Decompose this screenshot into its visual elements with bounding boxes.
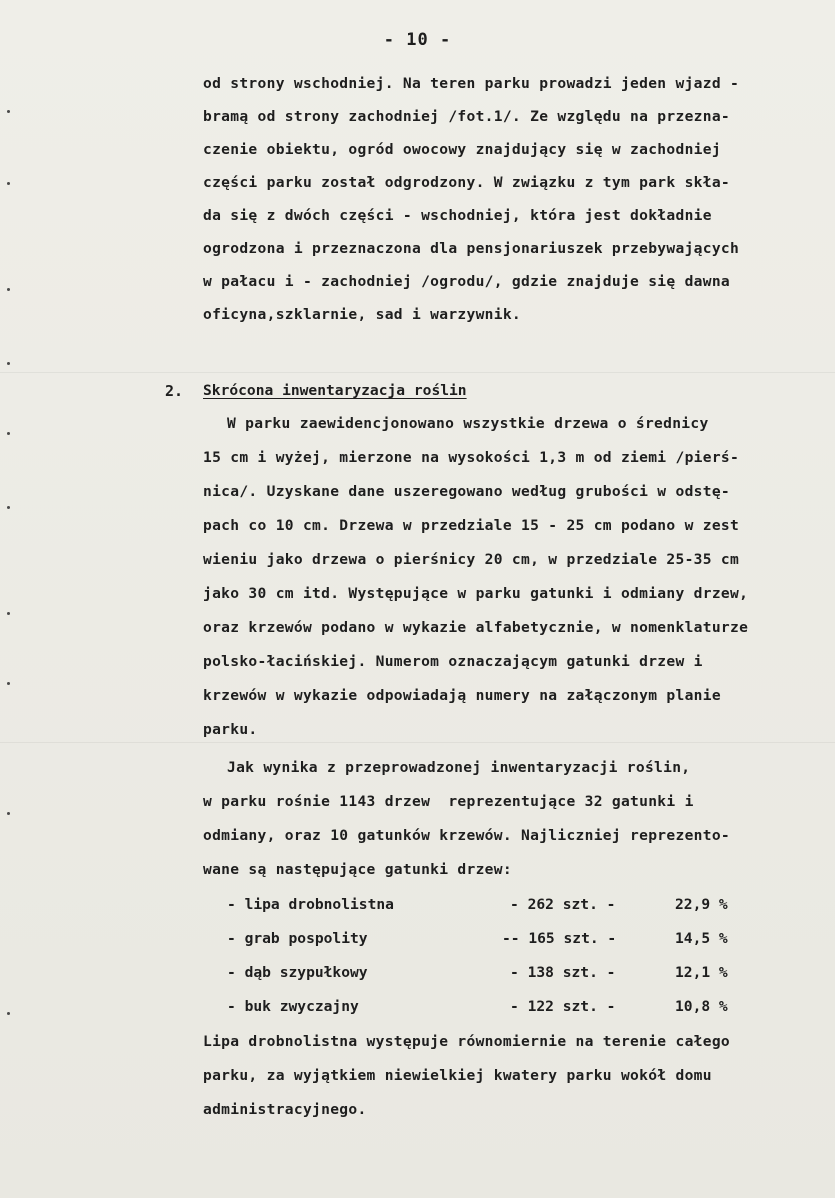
text-line: wieniu jako drzewa o pierśnicy 20 cm, w przedziale 25-35 cm xyxy=(203,551,740,568)
species-row xyxy=(227,930,787,950)
species-percent: 14,5 % xyxy=(675,930,728,947)
text-line: oraz krzewów podano w wykazie alfabetycznie, w nomenklaturze xyxy=(203,619,749,636)
margin-dot xyxy=(7,1012,10,1015)
paper-crease xyxy=(0,742,835,743)
species-count: - 138 szt. - xyxy=(510,964,616,981)
section-title: Skrócona inwentaryzacja roślin xyxy=(203,382,467,399)
text-line: wane są następujące gatunki drzew: xyxy=(203,861,512,878)
text-line: krzewów w wykazie odpowiadają numery na załączonym planie xyxy=(203,687,721,704)
paper-crease xyxy=(0,372,835,373)
text-line: Lipa drobnolistna występuje równomiernie na terenie całego xyxy=(203,1033,730,1050)
text-line: pach co 10 cm. Drzewa w przedziale 15 - 25 cm podano w zest xyxy=(203,517,740,534)
margin-dot xyxy=(7,432,10,435)
species-row xyxy=(227,964,787,984)
text-line: w pałacu i - zachodniej /ogrodu/, gdzie znajduje się dawna xyxy=(203,273,730,290)
text-line: parku. xyxy=(203,721,258,738)
species-row xyxy=(227,998,787,1018)
text-line: jako 30 cm itd. Występujące w parku gatunki i odmiany drzew, xyxy=(203,585,749,602)
text-line: części parku został odgrodzony. W związku z tym park skła- xyxy=(203,174,730,191)
margin-dot xyxy=(7,362,10,365)
species-row xyxy=(227,896,787,916)
species-name: - dąb szypułkowy xyxy=(227,964,368,981)
species-count: - 262 szt. - xyxy=(510,896,616,913)
species-count: -- 165 szt. - xyxy=(502,930,617,947)
text-line: odmiany, oraz 10 gatunków krzewów. Najliczniej reprezento- xyxy=(203,827,730,844)
page-number: - 10 - xyxy=(383,30,452,50)
species-count: - 122 szt. - xyxy=(510,998,616,1015)
text-line: ogrodzona i przeznaczona dla pensjonariuszek przebywających xyxy=(203,240,740,257)
margin-dot xyxy=(7,612,10,615)
margin-dot xyxy=(7,682,10,685)
section-number: 2. xyxy=(165,382,184,400)
margin-dot xyxy=(7,812,10,815)
species-percent: 12,1 % xyxy=(675,964,728,981)
margin-dot xyxy=(7,506,10,509)
species-name: - grab pospolity xyxy=(227,930,368,947)
margin-dot xyxy=(7,110,10,113)
species-name: - lipa drobnolistna xyxy=(227,896,394,913)
text-line: administracyjnego. xyxy=(203,1101,367,1118)
text-line: polsko-łacińskiej. Numerom oznaczającym gatunki drzew i xyxy=(203,653,703,670)
text-line: Jak wynika z przeprowadzonej inwentaryzacji roślin, xyxy=(227,759,691,776)
text-line: bramą od strony zachodniej /fot.1/. Ze względu na przezna- xyxy=(203,108,730,125)
text-line: W parku zaewidencjonowano wszystkie drzewa o średnicy xyxy=(227,415,709,432)
margin-dot xyxy=(7,288,10,291)
text-line: od strony wschodniej. Na teren parku prowadzi jeden wjazd - xyxy=(203,75,740,92)
text-line: da się z dwóch części - wschodniej, która jest dokładnie xyxy=(203,207,712,224)
text-line: w parku rośnie 1143 drzew reprezentujące 32 gatunki i xyxy=(203,793,694,810)
text-line: nica/. Uzyskane dane uszeregowano według grubości w odstę- xyxy=(203,483,730,500)
species-name: - buk zwyczajny xyxy=(227,998,359,1015)
text-line: parku, za wyjątkiem niewielkiej kwatery parku wokół domu xyxy=(203,1067,712,1084)
species-percent: 10,8 % xyxy=(675,998,728,1015)
text-line: 15 cm i wyżej, mierzone na wysokości 1,3 m od ziemi /pierś- xyxy=(203,449,740,466)
text-line: oficyna,szklarnie, sad i warzywnik. xyxy=(203,306,522,323)
species-percent: 22,9 % xyxy=(675,896,728,913)
text-line: czenie obiektu, ogród owocowy znajdujący się w zachodniej xyxy=(203,141,721,158)
margin-dot xyxy=(7,182,10,185)
